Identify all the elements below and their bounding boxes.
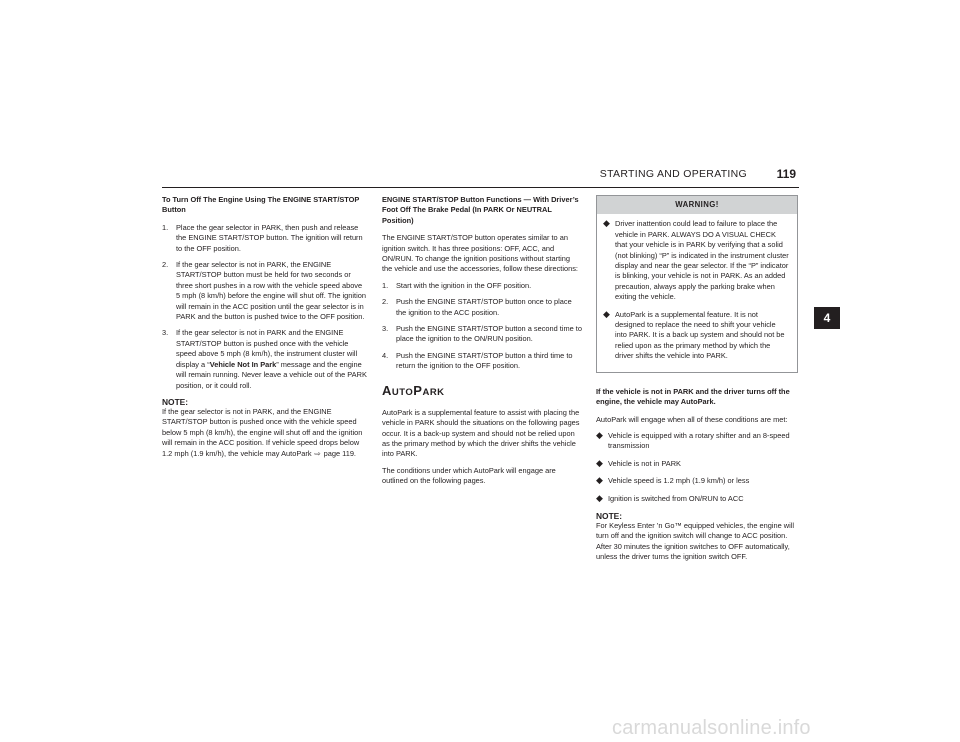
condition-text: Ignition is switched from ON/RUN to ACC — [608, 493, 744, 503]
note-body: If the gear selector is not in PARK, and the ENGINE START/STOP button is pushed once with the vehicle speed below 5 mph (8 km/h), the engine will shut off and the ignition will remain in the ACC position. If vehicle speed drops below 1.2 mph (1.9 km/h), the vehicle may AutoPark — [162, 406, 363, 458]
turn-off-steps — [162, 223, 367, 391]
step-number: 1. — [382, 280, 389, 290]
note-title: NOTE: — [596, 510, 623, 521]
step-number: 4. — [382, 350, 389, 360]
list-item — [382, 281, 582, 291]
list-item — [382, 351, 582, 372]
list-item — [596, 431, 798, 452]
step-text: If the gear selector is not in PARK and the ENGINE START/STOP button is pushed once with the vehicle speed above 5 mph (8 km/h), the instrument cluster will display a “ — [176, 328, 358, 369]
list-item — [603, 310, 789, 362]
section-heading-part: P — [413, 382, 423, 398]
note-text — [162, 407, 367, 459]
column-1 — [162, 195, 367, 459]
list-item — [596, 476, 798, 486]
autopark-conditions-paragraph: The conditions under which AutoPark will engage are outlined on the following pages. — [382, 465, 556, 486]
condition-text: Vehicle is not in PARK — [608, 458, 681, 468]
column-3 — [596, 195, 798, 563]
step-number: 2. — [162, 260, 169, 270]
bullet-diamond-icon: ◆ — [596, 457, 603, 468]
section-heading-part: A — [382, 382, 392, 398]
warning-list — [603, 219, 789, 361]
list-item — [382, 324, 582, 345]
watermark: carmanualsonline.info — [612, 717, 811, 739]
warning-body — [597, 214, 797, 371]
step-text: Start with the ignition in the OFF position. — [396, 280, 532, 290]
bullet-diamond-icon: ◆ — [596, 475, 603, 486]
note-text: For Keyless Enter ’n Go™ equipped vehicles, the engine will turn off and the ignition switch will change to ACC position. After 30 minutes the ignition switches to OFF automatically, unless the driver turns the ignition switch OFF. — [596, 520, 795, 562]
condition-text: Vehicle is equipped with a rotary shifter and an 8-speed transmission — [608, 430, 790, 451]
chapter-tab: 4 — [814, 307, 840, 329]
bullet-diamond-icon: ◆ — [596, 429, 603, 440]
subheading-button-functions: ENGINE START/STOP Button Functions — With Driver’s Foot Off The Brake Pedal (In PARK Or NEUTRAL Position) — [382, 195, 579, 225]
note-title: NOTE: — [162, 396, 189, 407]
page-number: 119 — [776, 167, 796, 181]
bullet-diamond-icon: ◆ — [603, 218, 610, 229]
step-text: Push the ENGINE START/STOP button once to place the ignition to the ACC position. — [396, 297, 572, 317]
warning-text: AutoPark is a supplemental feature. It is not designed to replace the need to shift your vehicle into PARK. It is a back up system and should not be relied upon as the primary method by which the driver shifts the vehicle into PARK. — [615, 309, 785, 361]
autopark-paragraph: AutoPark is a supplemental feature to assist with placing the vehicle in PARK should the situations on the following pages occur. It is a back-up system and should not be relied upon as the primary method by which the driver shifts the vehicle into PARK. — [382, 407, 580, 459]
step-number: 1. — [162, 222, 169, 232]
step-number: 3. — [162, 328, 169, 338]
step-number: 2. — [382, 297, 389, 307]
step-text: If the gear selector is not in PARK, the ENGINE START/STOP button must be held for two seconds or three short pushes in a row with the vehicle speed above 5 mph (8 km/h) before the engine will shut off. The ignition will remain in the ACC position until the gear selector is in PARK and the button is pushed twice to the OFF position. — [176, 260, 366, 322]
conditions-intro: AutoPark will engage when all of these conditions are met: — [596, 414, 788, 424]
step-text: Push the ENGINE START/STOP button a second time to place the ignition to the ON/RUN position. — [396, 324, 582, 344]
ignition-steps — [382, 281, 582, 372]
list-item — [382, 297, 582, 318]
list-item — [162, 260, 367, 322]
list-item — [596, 459, 798, 469]
list-item — [162, 328, 367, 390]
section-heading-autopark — [382, 384, 582, 400]
step-text-cont: ” message and the engine will remain running. Never leave a vehicle out of the PARK position, or it could roll. — [176, 359, 367, 390]
section-heading-part: ARK — [422, 386, 445, 398]
step-text: Push the ENGINE START/STOP button a third time to return the ignition to the OFF position. — [396, 350, 573, 371]
section-heading-part: UTO — [391, 386, 414, 398]
column-2 — [382, 195, 582, 493]
intro-paragraph: The ENGINE START/STOP button operates similar to an ignition switch. It has three positions: OFF, ACC, and ON/RUN. To change the ignition positions without starting the vehicle and use the accessories, follow these directions: — [382, 233, 578, 274]
subheading-turn-off-engine: To Turn Off The Engine Using The ENGINE START/STOP Button — [162, 195, 360, 215]
header-rule — [162, 187, 799, 188]
cluster-message: Vehicle Not In Park — [209, 359, 277, 369]
list-item — [596, 494, 798, 504]
step-text: Place the gear selector in PARK, then push and release the ENGINE START/STOP button. The ignition will return to the OFF position. — [176, 222, 363, 253]
condition-text: Vehicle speed is 1.2 mph (1.9 km/h) or less — [608, 476, 750, 486]
warning-box — [596, 195, 798, 373]
bullet-diamond-icon: ◆ — [596, 492, 603, 503]
subheading-may-autopark: If the vehicle is not in PARK and the driver turns off the engine, the vehicle may AutoPark. — [596, 386, 790, 407]
bullet-diamond-icon: ◆ — [603, 308, 610, 319]
section-title-header: STARTING AND OPERATING — [599, 168, 747, 180]
page-ref-link[interactable]: page 119. — [323, 448, 356, 458]
step-number: 3. — [382, 324, 389, 334]
warning-title: WARNING! — [597, 196, 797, 214]
conditions-list — [596, 431, 798, 504]
list-item — [603, 219, 789, 302]
list-item — [162, 223, 367, 254]
warning-text: Driver inattention could lead to failure to place the vehicle in PARK. ALWAYS DO A VISUAL CHECK that your vehicle is in PARK by verifying that a solid (not blinking) “P” is indicated in the instrument cluster display and near the gear selector. If the “P” indicator is blinking, your vehicle is not in PARK. As an added precaution, always apply the parking brake when exiting the vehicle. — [615, 219, 789, 302]
page-ref-arrow-icon: ⇨ — [314, 448, 321, 458]
page-header — [0, 168, 798, 184]
